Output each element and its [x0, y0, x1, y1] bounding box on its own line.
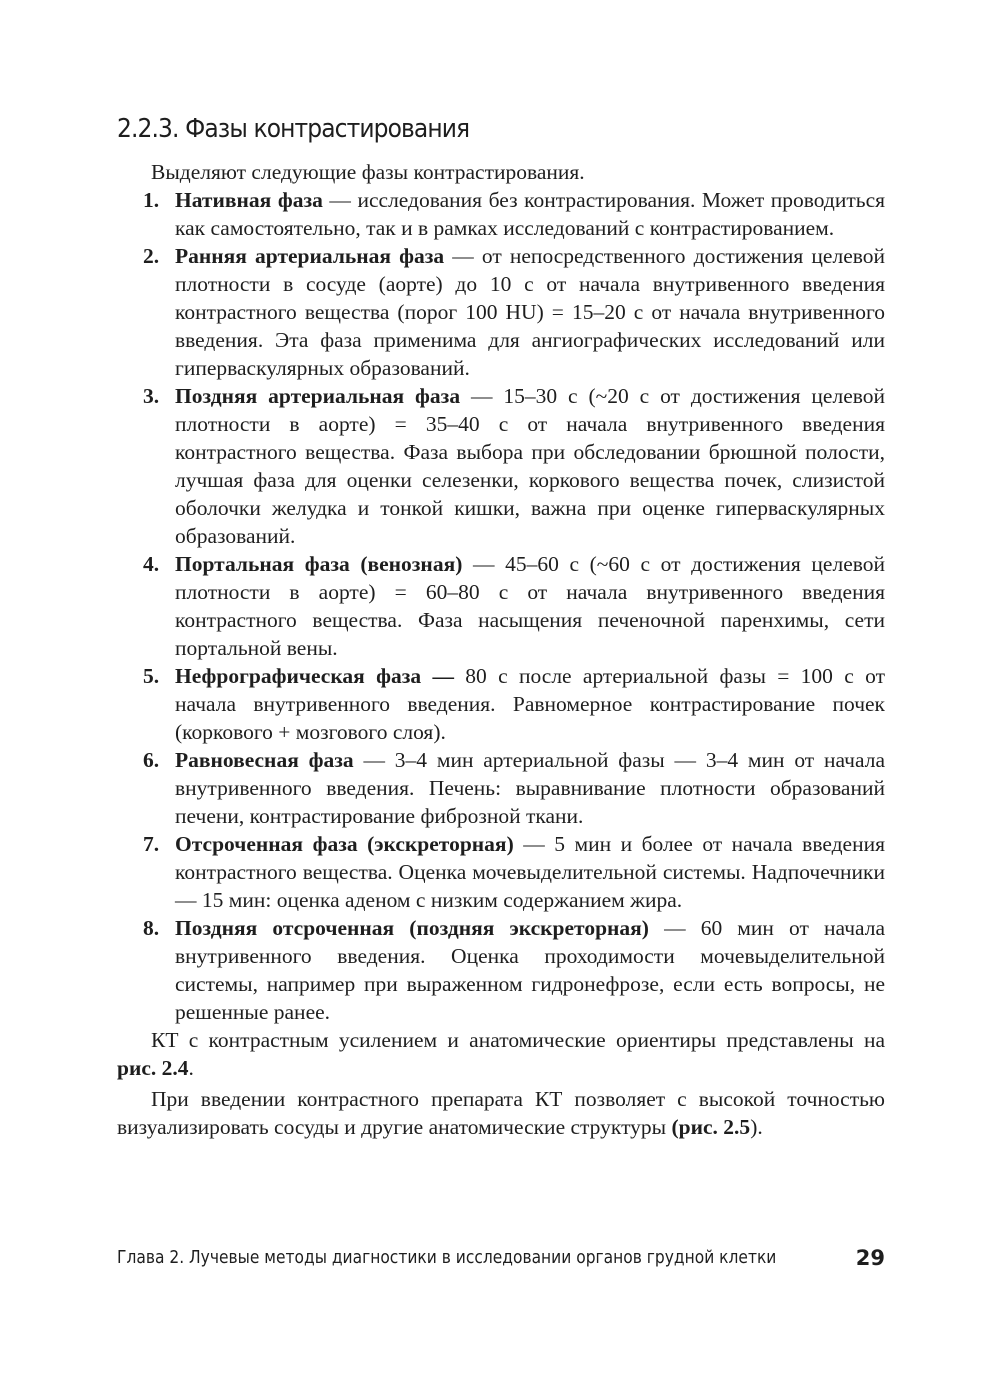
phase-name: Ранняя артериальная фаза [175, 244, 445, 268]
phase-name: Отсроченная фаза (экскреторная) [175, 832, 514, 856]
body-text [117, 158, 885, 1141]
phase-description: — 3–4 мин артериальной фазы — 3–4 мин от начала внутривенного введения. Печень: выравнивание плотности образований печени, контрастирование фиброзной ткани. [175, 748, 885, 828]
phase-number: 5. [143, 664, 160, 688]
phase-description: — 15–30 с (~20 с от достижения целевой плотности в аорте) = 35–40 с от начала внутривенного введения контрастного вещества. Фаза выбора при обследовании брюшной полости, лучшая фаза для оценки селезенки, коркового вещества почек, слизистой оболочки желудка и тонкой кишки, важна при оценке гиперваскулярных образований. [175, 384, 885, 548]
phase-item-1 [117, 186, 885, 242]
phase-number: 8. [143, 916, 160, 940]
phase-name: Портальная фаза (венозная) [175, 552, 463, 576]
phase-item-8 [117, 914, 885, 1026]
phase-item-2 [117, 242, 885, 382]
phase-description: — 45–60 с (~60 с от достижения целевой плотности в аорте) = 60–80 с от начала внутривенного введения контрастного вещества. Фаза насыщения печеночной паренхимы, сети портальной вены. [175, 552, 885, 660]
phase-number: 7. [143, 832, 160, 856]
phase-number: 3. [143, 384, 160, 408]
phase-item-6 [117, 746, 885, 830]
phase-list [117, 186, 885, 1026]
paragraph-text: КТ с контрастным усилением и анатомические ориентиры представлены на [151, 1028, 885, 1052]
phase-description: — 60 мин от начала внутривенного введения. Оценка проходимости мочевыделительной системы, например при выраженном гидронефрозе, если есть вопросы, не решенные ранее. [175, 916, 886, 1024]
page-footer [117, 1247, 885, 1277]
figure-reference: рис. 2.4 [117, 1056, 189, 1080]
phase-number: 2. [143, 244, 160, 268]
figure-reference: (рис. 2.5 [671, 1115, 751, 1139]
paragraph-text: При введении контрастного препарата КТ позволяет с высокой точностью визуализировать сосуды и другие анатомические структуры [117, 1087, 885, 1139]
paragraph-text-end: ). [750, 1115, 763, 1139]
intro-paragraph: Выделяют следующие фазы контрастирования. [151, 160, 585, 184]
phase-description: — исследования без контрастирования. Может проводиться как самостоятельно, так и в рамках исследований с контрастированием. [175, 188, 885, 240]
section-title: 2.2.3. Фазы контрастирования [117, 114, 470, 144]
paragraph-text-end: . [188, 1056, 194, 1080]
page-number: 29 [855, 1246, 885, 1270]
phase-name: Поздняя артериальная фаза [175, 384, 461, 408]
phase-item-3 [117, 382, 885, 550]
phase-number: 4. [143, 552, 160, 576]
phase-number: 1. [143, 188, 160, 212]
phase-name: Нативная фаза [175, 188, 323, 212]
phase-item-4 [117, 550, 885, 662]
phase-name: Равновесная фаза [175, 748, 354, 772]
closing-paragraph-1 [117, 1026, 885, 1082]
phase-item-5 [117, 662, 885, 746]
phase-item-7 [117, 830, 885, 914]
phase-description: — от непосредственного достижения целевой плотности в сосуде (аорте) до 10 с от начала внутривенного введения контрастного вещества (порог 100 HU) = 15–20 с от начала внутривенного введения. Эта фаза применима для ангиографических исследований или гиперваскулярных образований. [175, 244, 886, 380]
phase-name: Нефрографическая фаза — [175, 664, 454, 688]
phase-description: — 5 мин и более от начала введения контрастного вещества. Оценка мочевыделительной системы. Надпочечники — 15 мин: оценка аденом с низким содержанием жира. [175, 832, 886, 912]
running-footer-chapter: Глава 2. Лучевые методы диагностики в исследовании органов грудной клетки [117, 1247, 777, 1268]
phase-number: 6. [143, 748, 160, 772]
phase-name: Поздняя отсроченная (поздняя экскреторная) [175, 916, 649, 940]
document-page [117, 0, 885, 1394]
phase-description: 80 с после артериальной фазы = 100 с от начала внутривенного введения. Равномерное контрастирование почек (коркового + мозгового слоя). [175, 664, 886, 744]
closing-paragraph-2 [117, 1085, 885, 1141]
